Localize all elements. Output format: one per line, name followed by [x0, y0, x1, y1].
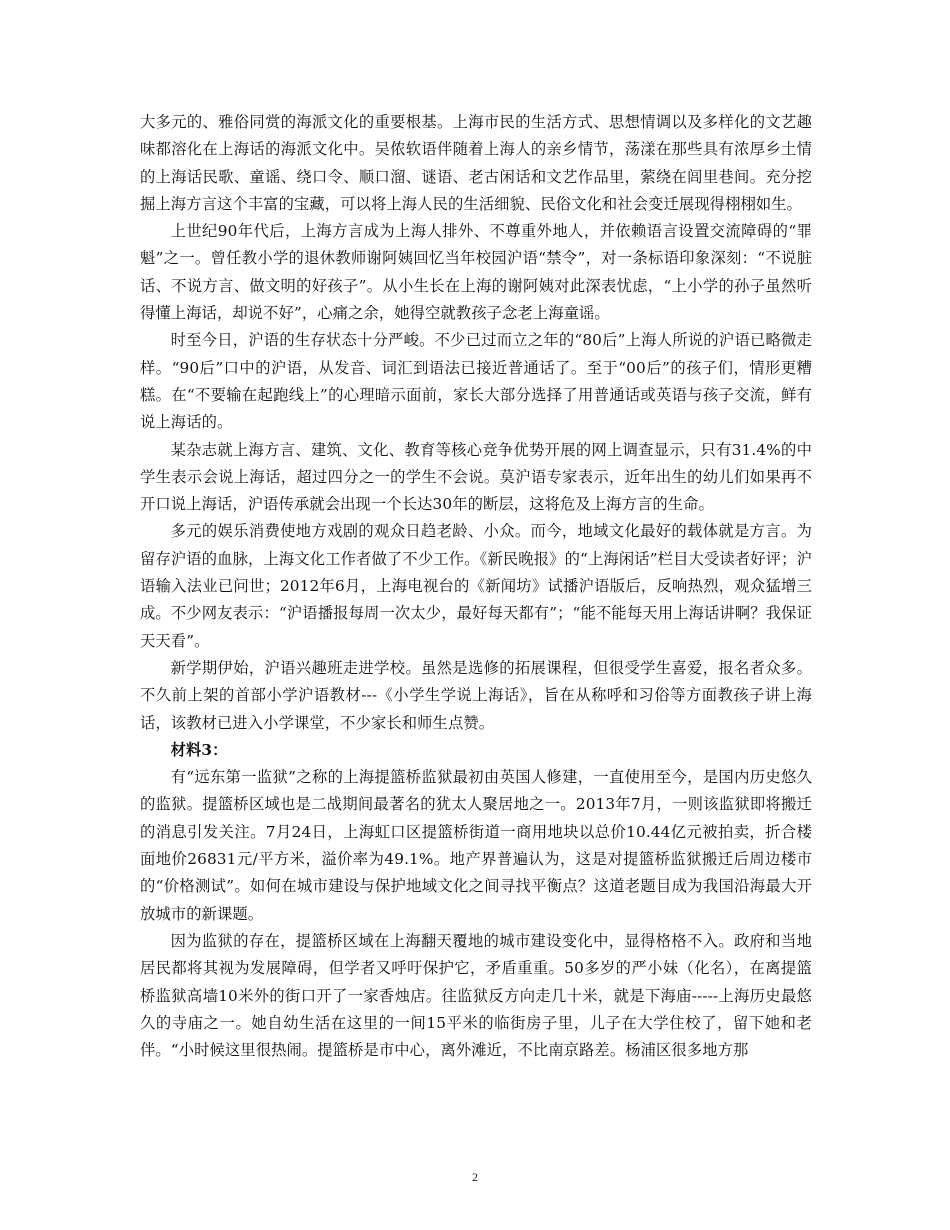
body-text [140, 109, 812, 1064]
paragraph-1: 大多元的、雅俗同赏的海派文化的重要根基。上海市民的生活方式、思想情调以及多样化的文艺趣味都溶化在上海话的海派文化中。吴侬软语伴随着上海人的亲乡情节，荡漾在那些具有浓厚乡土情的上海话民歌、童谣、绕口令、顺口溜、谜语、老古闲话和文艺作品里，萦绕在闾里巷间。充分挖掘上海方言这个丰富的宝藏，可以将上海人民的生活细貌、民俗文化和社会变迁展现得栩栩如生。 [140, 113, 812, 213]
paragraph-2: 上世纪90年代后，上海方言成为上海人排外、不尊重外地人，并依赖语言设置交流障碍的“罪魁”之一。曾任教小学的退休教师谢阿姨回忆当年校园沪语“禁令”，对一条标语印象深刻：“不说脏话、不说方言、做文明的好孩子”。从小生长在上海的谢阿姨对此深表忧虑，“上小学的孙子虽然听得懂上海话，却说不好”，心痛之余，她得空就教孩子念老上海童谣。 [140, 222, 812, 323]
paragraph-4: 某杂志就上海方言、建筑、文化、教育等核心竞争优势开展的网上调查显示，只有31.4%的中学生表示会说上海话，超过四分之一的学生不会说。莫沪语专家表示，近年出生的幼儿们如果再不开口说上海话，沪语传承就会出现一个长达30年的断层，这将危及上海方言的生命。 [140, 440, 812, 514]
paragraph-8: 因为监狱的存在，提篮桥区域在上海翻天覆地的城市建设变化中，显得格格不入。政府和当地居民都将其视为发展障碍，但学者又呼吁保护它，矛盾重重。50多岁的严小妹（化名），在离提篮桥监狱高墙10米外的街口开了一家香烛店。往监狱反方向走几十米，就是下海庙-----上海历史最悠久的寺庙之一。她自幼生活在这里的一间15平米的临街房子里，儿子在大学住校了，留下她和老伴。“小时候这里很热闹。提篮桥是市中心，离外滩近，不比南京路差。杨浦区很多地方那 [140, 931, 812, 1060]
paragraph-6: 新学期伊始，沪语兴趣班走进学校。虽然是选修的拓展课程，但很受学生喜爱，报名者众多。不久前上架的首部小学沪语教材---《小学生学说上海话》，旨在从称呼和习俗等方面教孩子讲上海话，该教材已进入小学课堂，不少家长和师生点赞。 [140, 658, 812, 732]
paragraph-3: 时至今日，沪语的生存状态十分严峻。不少已过而立之年的“80后”上海人所说的沪语已略微走样。“90后”口中的沪语，从发音、词汇到语法已接近普通话了。至于“00后”的孩子们，情形更糟糕。在“不要输在起跑线上”的心理暗示面前，家长大部分选择了用普通话或英语与孩子交流，鲜有说上海话的。 [140, 331, 812, 432]
section-heading-material-3: 材料3： [170, 740, 228, 759]
paragraph-7: 有“远东第一监狱”之称的上海提篮桥监狱最初由英国人修建，一直使用至今，是国内历史悠久的监狱。提篮桥区域也是二战期间最著名的犹太人聚居地之一。2013年7月，一则该监狱即将搬迁的消息引发关注。7月24日，上海虹口区提篮桥街道一商用地块以总价10.44亿元被拍卖，折合楼面地价26831元/平方米，溢价率为49.1%。地产界普遍认为，这是对提篮桥监狱搬迁后周边楼市的“价格测试”。如何在城市建设与保护地域文化之间寻找平衡点？这道老题目成为我国沿海最大开放城市的新课题。 [140, 768, 812, 923]
page-number: 2 [472, 1170, 478, 1184]
paragraph-5: 多元的娱乐消费使地方戏剧的观众日趋老龄、小众。而今，地域文化最好的载体就是方言。为留存沪语的血脉，上海文化工作者做了不少工作。《新民晚报》的“上海闲话”栏目大受读者好评；沪语输入法业已问世；2012年6月，上海电视台的《新闻坊》试播沪语版后，反响热烈，观众猛增三成。不少网友表示：“沪语播报每周一次太少，最好每天都有”；“能不能每天用上海话讲啊？我保证天天看”。 [140, 522, 812, 650]
